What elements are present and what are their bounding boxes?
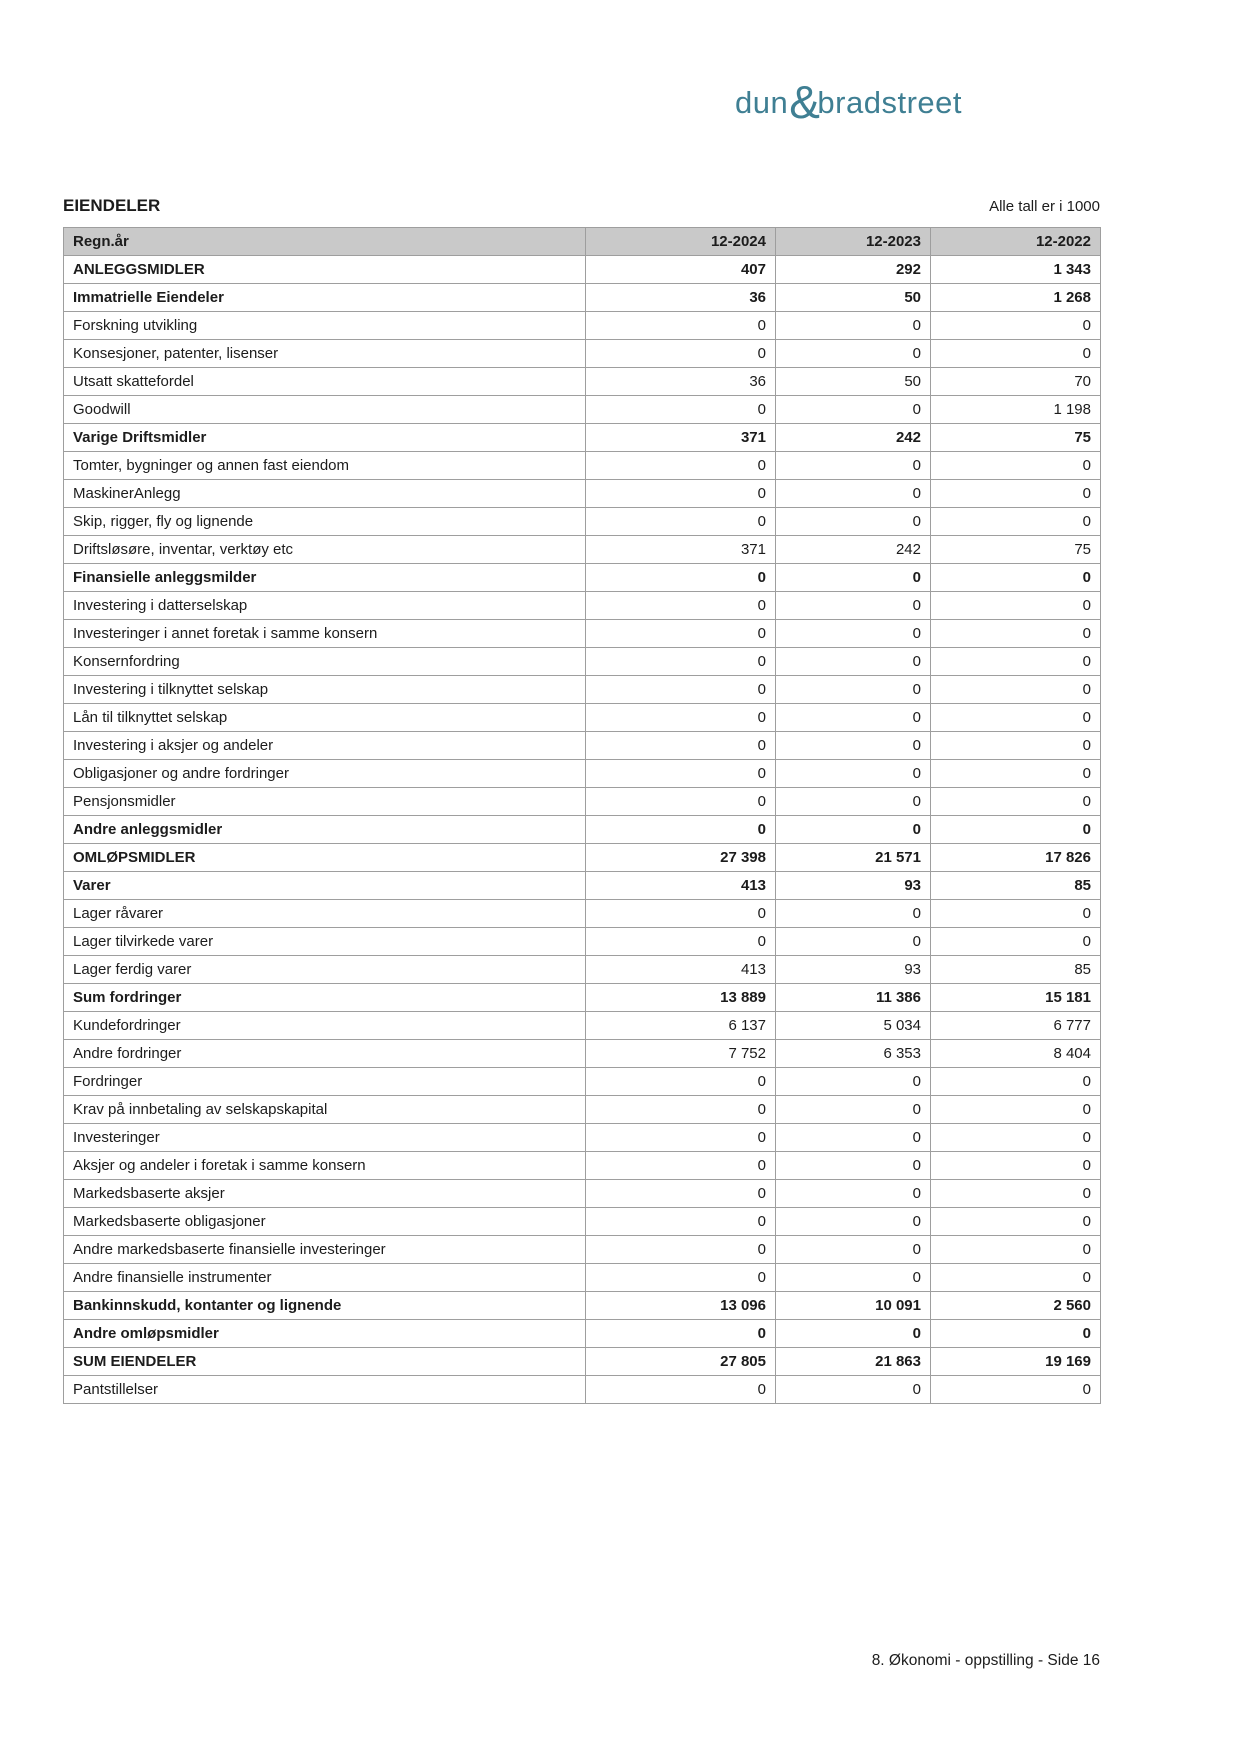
row-value: 19 169 — [931, 1348, 1101, 1376]
row-value: 371 — [586, 424, 776, 452]
row-label: Andre markedsbaserte finansielle investeringer — [64, 1236, 586, 1264]
row-value: 0 — [931, 312, 1101, 340]
row-value: 0 — [776, 1096, 931, 1124]
row-value: 1 343 — [931, 256, 1101, 284]
row-label: Pantstillelser — [64, 1376, 586, 1404]
row-value: 0 — [776, 704, 931, 732]
row-value: 5 034 — [776, 1012, 931, 1040]
table-header-row — [64, 228, 1101, 256]
row-value: 0 — [931, 1152, 1101, 1180]
row-label: Finansielle anleggsmilder — [64, 564, 586, 592]
row-value: 21 863 — [776, 1348, 931, 1376]
table-row — [64, 1320, 1101, 1348]
row-value: 0 — [586, 1264, 776, 1292]
row-value: 0 — [586, 1236, 776, 1264]
table-row — [64, 1124, 1101, 1152]
table-row — [64, 508, 1101, 536]
row-value: 0 — [586, 1208, 776, 1236]
table-row — [64, 816, 1101, 844]
row-value: 0 — [776, 788, 931, 816]
row-value: 0 — [776, 620, 931, 648]
table-row — [64, 480, 1101, 508]
row-label: Krav på innbetaling av selskapskapital — [64, 1096, 586, 1124]
row-value: 0 — [586, 1376, 776, 1404]
table-row — [64, 956, 1101, 984]
row-value: 0 — [931, 340, 1101, 368]
row-value: 0 — [931, 620, 1101, 648]
row-value: 407 — [586, 256, 776, 284]
row-value: 0 — [931, 1264, 1101, 1292]
row-value: 6 777 — [931, 1012, 1101, 1040]
row-label: Markedsbaserte aksjer — [64, 1180, 586, 1208]
table-row — [64, 368, 1101, 396]
row-label: Immatrielle Eiendeler — [64, 284, 586, 312]
row-value: 93 — [776, 872, 931, 900]
row-label: Lager råvarer — [64, 900, 586, 928]
row-value: 0 — [776, 816, 931, 844]
table-row — [64, 1376, 1101, 1404]
table-row — [64, 984, 1101, 1012]
row-value: 0 — [931, 1180, 1101, 1208]
row-value: 0 — [586, 340, 776, 368]
row-value: 0 — [931, 1376, 1101, 1404]
row-value: 0 — [586, 592, 776, 620]
row-label: Andre finansielle instrumenter — [64, 1264, 586, 1292]
row-value: 413 — [586, 956, 776, 984]
row-value: 0 — [586, 732, 776, 760]
row-value: 21 571 — [776, 844, 931, 872]
row-value: 413 — [586, 872, 776, 900]
row-value: 0 — [586, 788, 776, 816]
row-value: 27 805 — [586, 1348, 776, 1376]
table-row — [64, 592, 1101, 620]
row-value: 371 — [586, 536, 776, 564]
table-row — [64, 312, 1101, 340]
column-header-regnar: Regn.år — [64, 228, 586, 256]
row-value: 0 — [586, 1124, 776, 1152]
row-value: 0 — [931, 1208, 1101, 1236]
row-label: Investeringer i annet foretak i samme konsern — [64, 620, 586, 648]
row-label: Aksjer og andeler i foretak i samme konsern — [64, 1152, 586, 1180]
row-value: 0 — [776, 760, 931, 788]
table-row — [64, 284, 1101, 312]
row-value: 0 — [776, 1208, 931, 1236]
section-title: EIENDELER — [63, 196, 161, 215]
row-value: 0 — [586, 676, 776, 704]
table-row — [64, 788, 1101, 816]
row-label: Investering i aksjer og andeler — [64, 732, 586, 760]
row-value: 0 — [931, 508, 1101, 536]
row-value: 0 — [776, 480, 931, 508]
row-value: 0 — [931, 788, 1101, 816]
row-value: 85 — [931, 872, 1101, 900]
assets-table-body — [64, 256, 1101, 1404]
ampersand-icon: & — [789, 76, 821, 128]
row-label: Varer — [64, 872, 586, 900]
row-value: 0 — [776, 1264, 931, 1292]
table-row — [64, 844, 1101, 872]
table-row — [64, 1292, 1101, 1320]
row-label: Fordringer — [64, 1068, 586, 1096]
row-value: 0 — [586, 816, 776, 844]
row-value: 0 — [931, 564, 1101, 592]
row-value: 0 — [776, 592, 931, 620]
row-value: 0 — [931, 452, 1101, 480]
table-row — [64, 1236, 1101, 1264]
table-row — [64, 564, 1101, 592]
row-label: Varige Driftsmidler — [64, 424, 586, 452]
row-label: Konsesjoner, patenter, lisenser — [64, 340, 586, 368]
table-row — [64, 1264, 1101, 1292]
row-value: 0 — [586, 1152, 776, 1180]
dun-bradstreet-logo — [735, 70, 962, 128]
row-value: 11 386 — [776, 984, 931, 1012]
row-value: 0 — [776, 1180, 931, 1208]
row-value: 0 — [776, 1320, 931, 1348]
row-value: 13 096 — [586, 1292, 776, 1320]
row-label: Utsatt skattefordel — [64, 368, 586, 396]
column-header-2024: 12-2024 — [586, 228, 776, 256]
table-row — [64, 900, 1101, 928]
row-value: 0 — [586, 704, 776, 732]
row-label: Lager tilvirkede varer — [64, 928, 586, 956]
row-value: 70 — [931, 368, 1101, 396]
row-label: Obligasjoner og andre fordringer — [64, 760, 586, 788]
row-label: Sum fordringer — [64, 984, 586, 1012]
row-value: 2 560 — [931, 1292, 1101, 1320]
row-label: Lager ferdig varer — [64, 956, 586, 984]
row-label: Goodwill — [64, 396, 586, 424]
row-label: Forskning utvikling — [64, 312, 586, 340]
row-value: 0 — [586, 1180, 776, 1208]
row-value: 0 — [931, 732, 1101, 760]
table-row — [64, 1012, 1101, 1040]
row-label: Andre fordringer — [64, 1040, 586, 1068]
row-label: Driftsløsøre, inventar, verktøy etc — [64, 536, 586, 564]
row-value: 0 — [931, 676, 1101, 704]
row-value: 27 398 — [586, 844, 776, 872]
row-value: 75 — [931, 536, 1101, 564]
row-value: 6 353 — [776, 1040, 931, 1068]
row-value: 6 137 — [586, 1012, 776, 1040]
table-row — [64, 1096, 1101, 1124]
table-row — [64, 1152, 1101, 1180]
column-header-2023: 12-2023 — [776, 228, 931, 256]
row-value: 0 — [931, 1068, 1101, 1096]
row-value: 0 — [586, 900, 776, 928]
table-row — [64, 1040, 1101, 1068]
row-label: Konsernfordring — [64, 648, 586, 676]
row-value: 7 752 — [586, 1040, 776, 1068]
row-value: 36 — [586, 284, 776, 312]
row-value: 1 198 — [931, 396, 1101, 424]
row-value: 0 — [931, 928, 1101, 956]
row-label: Skip, rigger, fly og lignende — [64, 508, 586, 536]
row-value: 242 — [776, 536, 931, 564]
row-value: 0 — [776, 452, 931, 480]
table-row — [64, 396, 1101, 424]
row-value: 15 181 — [931, 984, 1101, 1012]
row-value: 0 — [586, 1096, 776, 1124]
row-value: 93 — [776, 956, 931, 984]
table-row — [64, 452, 1101, 480]
row-value: 0 — [776, 648, 931, 676]
row-value: 0 — [776, 396, 931, 424]
row-label: Investering i tilknyttet selskap — [64, 676, 586, 704]
row-value: 0 — [931, 648, 1101, 676]
row-value: 0 — [586, 452, 776, 480]
row-value: 13 889 — [586, 984, 776, 1012]
logo-text-bradstreet: bradstreet — [817, 85, 962, 120]
table-row — [64, 424, 1101, 452]
table-row — [64, 536, 1101, 564]
table-row — [64, 340, 1101, 368]
row-value: 50 — [776, 284, 931, 312]
table-row — [64, 928, 1101, 956]
row-value: 0 — [931, 1320, 1101, 1348]
page-footer: 8. Økonomi - oppstilling - Side 16 — [871, 1652, 1100, 1669]
table-row — [64, 256, 1101, 284]
row-value: 0 — [586, 620, 776, 648]
column-header-2022: 12-2022 — [931, 228, 1101, 256]
row-value: 0 — [586, 1320, 776, 1348]
row-value: 8 404 — [931, 1040, 1101, 1068]
table-row — [64, 872, 1101, 900]
row-label: Pensjonsmidler — [64, 788, 586, 816]
row-value: 50 — [776, 368, 931, 396]
row-value: 75 — [931, 424, 1101, 452]
row-value: 0 — [931, 1124, 1101, 1152]
row-value: 0 — [776, 928, 931, 956]
table-row — [64, 1348, 1101, 1376]
row-value: 0 — [931, 816, 1101, 844]
row-label: SUM EIENDELER — [64, 1348, 586, 1376]
row-value: 242 — [776, 424, 931, 452]
title-row — [63, 196, 1100, 216]
row-value: 0 — [931, 1236, 1101, 1264]
row-label: Kundefordringer — [64, 1012, 586, 1040]
row-label: OMLØPSMIDLER — [64, 844, 586, 872]
table-row — [64, 1180, 1101, 1208]
table-row — [64, 676, 1101, 704]
row-value: 0 — [586, 760, 776, 788]
row-value: 0 — [931, 592, 1101, 620]
row-value: 0 — [776, 312, 931, 340]
row-value: 0 — [586, 1068, 776, 1096]
row-label: Markedsbaserte obligasjoner — [64, 1208, 586, 1236]
table-row — [64, 1068, 1101, 1096]
row-label: MaskinerAnlegg — [64, 480, 586, 508]
logo-text-dun: dun — [735, 85, 789, 120]
row-value: 0 — [776, 1068, 931, 1096]
row-value: 85 — [931, 956, 1101, 984]
row-value: 0 — [931, 760, 1101, 788]
row-value: 0 — [776, 1236, 931, 1264]
row-value: 0 — [931, 1096, 1101, 1124]
row-value: 17 826 — [931, 844, 1101, 872]
table-row — [64, 620, 1101, 648]
row-value: 0 — [776, 340, 931, 368]
row-label: Investeringer — [64, 1124, 586, 1152]
row-value: 0 — [776, 1376, 931, 1404]
row-value: 0 — [776, 1124, 931, 1152]
row-label: Tomter, bygninger og annen fast eiendom — [64, 452, 586, 480]
units-note: Alle tall er i 1000 — [989, 198, 1100, 215]
row-value: 0 — [776, 900, 931, 928]
row-value: 0 — [931, 480, 1101, 508]
row-value: 0 — [931, 900, 1101, 928]
row-label: Bankinnskudd, kontanter og lignende — [64, 1292, 586, 1320]
row-value: 36 — [586, 368, 776, 396]
row-value: 0 — [586, 480, 776, 508]
table-row — [64, 760, 1101, 788]
row-label: Andre anleggsmidler — [64, 816, 586, 844]
row-value: 0 — [586, 928, 776, 956]
row-value: 0 — [776, 564, 931, 592]
row-value: 0 — [586, 508, 776, 536]
row-value: 0 — [776, 732, 931, 760]
table-row — [64, 1208, 1101, 1236]
row-label: Investering i datterselskap — [64, 592, 586, 620]
row-label: ANLEGGSMIDLER — [64, 256, 586, 284]
table-row — [64, 704, 1101, 732]
row-value: 292 — [776, 256, 931, 284]
row-value: 10 091 — [776, 1292, 931, 1320]
row-value: 0 — [586, 564, 776, 592]
row-value: 0 — [776, 508, 931, 536]
row-value: 0 — [776, 1152, 931, 1180]
assets-table — [63, 227, 1101, 1404]
row-value: 0 — [776, 676, 931, 704]
row-value: 0 — [931, 704, 1101, 732]
row-value: 1 268 — [931, 284, 1101, 312]
row-label: Lån til tilknyttet selskap — [64, 704, 586, 732]
row-value: 0 — [586, 648, 776, 676]
row-value: 0 — [586, 396, 776, 424]
table-row — [64, 648, 1101, 676]
row-label: Andre omløpsmidler — [64, 1320, 586, 1348]
table-row — [64, 732, 1101, 760]
row-value: 0 — [586, 312, 776, 340]
